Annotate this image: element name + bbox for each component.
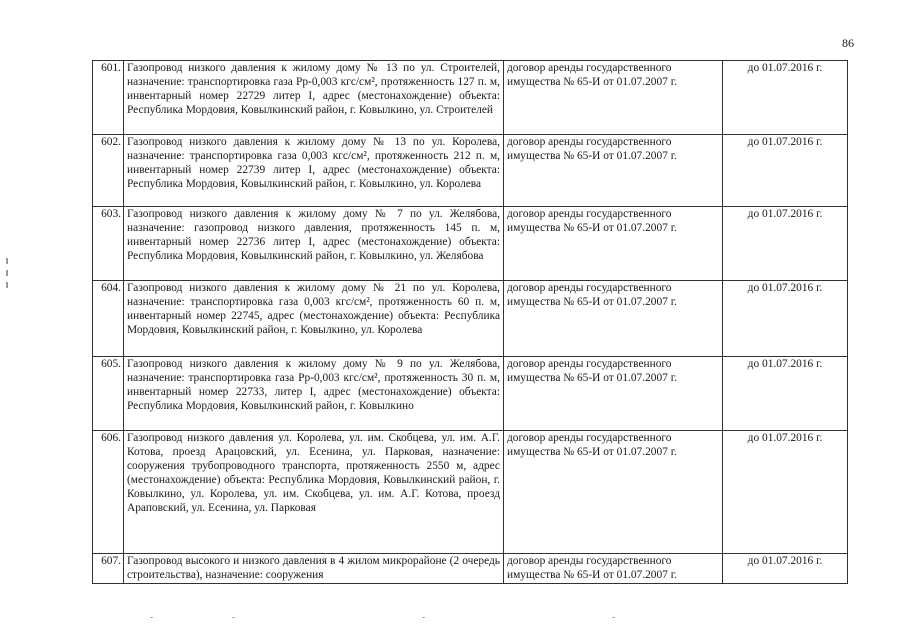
legal-basis: договор аренды государственного имущества № 65-И от 01.07.2007 г. — [504, 431, 723, 554]
legal-basis: договор аренды государственного имущества № 65-И от 01.07.2007 г. — [504, 554, 723, 584]
term-date: до 01.07.2016 г. — [723, 281, 848, 357]
term-date: до 01.07.2016 г. — [723, 207, 848, 281]
row-number: 602. — [93, 135, 124, 207]
binding-mark — [6, 270, 8, 276]
row-number: 607. — [93, 554, 124, 584]
legal-basis: договор аренды государственного имущества № 65-И от 01.07.2007 г. — [504, 281, 723, 357]
term-date: до 01.07.2016 г. — [723, 554, 848, 584]
object-description: Газопровод низкого давления к жилому дому № 13 по ул. Строителей, назначение: транспортировка газа Рр-0,003 кгс/см², протяженность 127 п. м, инвентарный номер 22729 литер I, адрес (местонахождение) объекта: Республика Мордовия, Ковылкинский район, г. Ковылкино, ул. Строителей — [124, 61, 504, 135]
row-number: 605. — [93, 357, 124, 431]
scan-speck — [232, 617, 235, 618]
object-description: Газопровод высокого и низкого давления в 4 жилом микрорайоне (2 очередь строительства), назначение: сооружения — [124, 554, 504, 584]
table-row — [93, 431, 848, 554]
table-row — [93, 135, 848, 207]
scan-speck — [422, 617, 425, 618]
scan-speck — [150, 617, 153, 618]
table-row — [93, 207, 848, 281]
legal-basis: договор аренды государственного имущества № 65-И от 01.07.2007 г. — [504, 61, 723, 135]
table-row — [93, 357, 848, 431]
row-number: 606. — [93, 431, 124, 554]
table-row — [93, 61, 848, 135]
object-description: Газопровод низкого давления к жилому дому № 21 по ул. Королева, назначение: транспортировка газа 0,003 кгс/см², протяженность 60 п. м, инвентарный номер 22745, адрес (местонахождение) объекта: Республика Мордовия, Ковылкинский район, г. Ковылкино, ул. Королева — [124, 281, 504, 357]
term-date: до 01.07.2016 г. — [723, 357, 848, 431]
row-number: 603. — [93, 207, 124, 281]
legal-basis: договор аренды государственного имущества № 65-И от 01.07.2007 г. — [504, 135, 723, 207]
object-description: Газопровод низкого давления ул. Королева, ул. им. Скобцева, ул. им. А.Г. Котова, проезд Арацовский, ул. Есенина, ул. Парковая, назначение: сооружения трубопроводного транспорта, протяженность 2550 м, адрес (местонахождение) объекта: Республика Мордовия, Ковылкинский район, г. Ковылкино, ул. Королева, ул. им. Скобцева, ул. им. А.Г. Котова, проезд Араповский, ул. Есенина, ул. Парковая — [124, 431, 504, 554]
object-description: Газопровод низкого давления к жилому дому № 7 по ул. Желябова, назначение: газопровод низкого давления, протяженность 145 п. м, инвентарный номер 22736 литер I, адрес (местонахождение) объекта: Республика Мордовия, Ковылкинский район, г. Ковылкино, ул. Желябова — [124, 207, 504, 281]
legal-basis: договор аренды государственного имущества № 65-И от 01.07.2007 г. — [504, 357, 723, 431]
legal-basis: договор аренды государственного имущества № 65-И от 01.07.2007 г. — [504, 207, 723, 281]
binding-mark — [6, 258, 8, 264]
scan-speck — [612, 617, 615, 618]
property-registry-table — [92, 60, 848, 584]
row-number: 604. — [93, 281, 124, 357]
binding-mark — [6, 282, 8, 288]
object-description: Газопровод низкого давления к жилому дому № 13 по ул. Королева, назначение: транспортировка газа 0,003 кгс/см², протяженность 212 п. м, инвентарный номер 22739 литер I, адрес (местонахождение) объекта: Республика Мордовия, Ковылкинский район, г. Ковылкино, ул. Королева — [124, 135, 504, 207]
term-date: до 01.07.2016 г. — [723, 61, 848, 135]
term-date: до 01.07.2016 г. — [723, 135, 848, 207]
table-row — [93, 554, 848, 584]
table-row — [93, 281, 848, 357]
page-number: 86 — [842, 36, 854, 50]
row-number: 601. — [93, 61, 124, 135]
object-description: Газопровод низкого давления к жилому дому № 9 по ул. Желябова, назначение: транспортировка газа Рр-0,003 кгс/см², протяженность 30 п. м, инвентарный номер 22733, литер I, адрес (местонахождение) объекта: Республика Мордовия, Ковылкинский район, г. Ковылкино — [124, 357, 504, 431]
term-date: до 01.07.2016 г. — [723, 431, 848, 554]
table-body — [93, 61, 848, 584]
